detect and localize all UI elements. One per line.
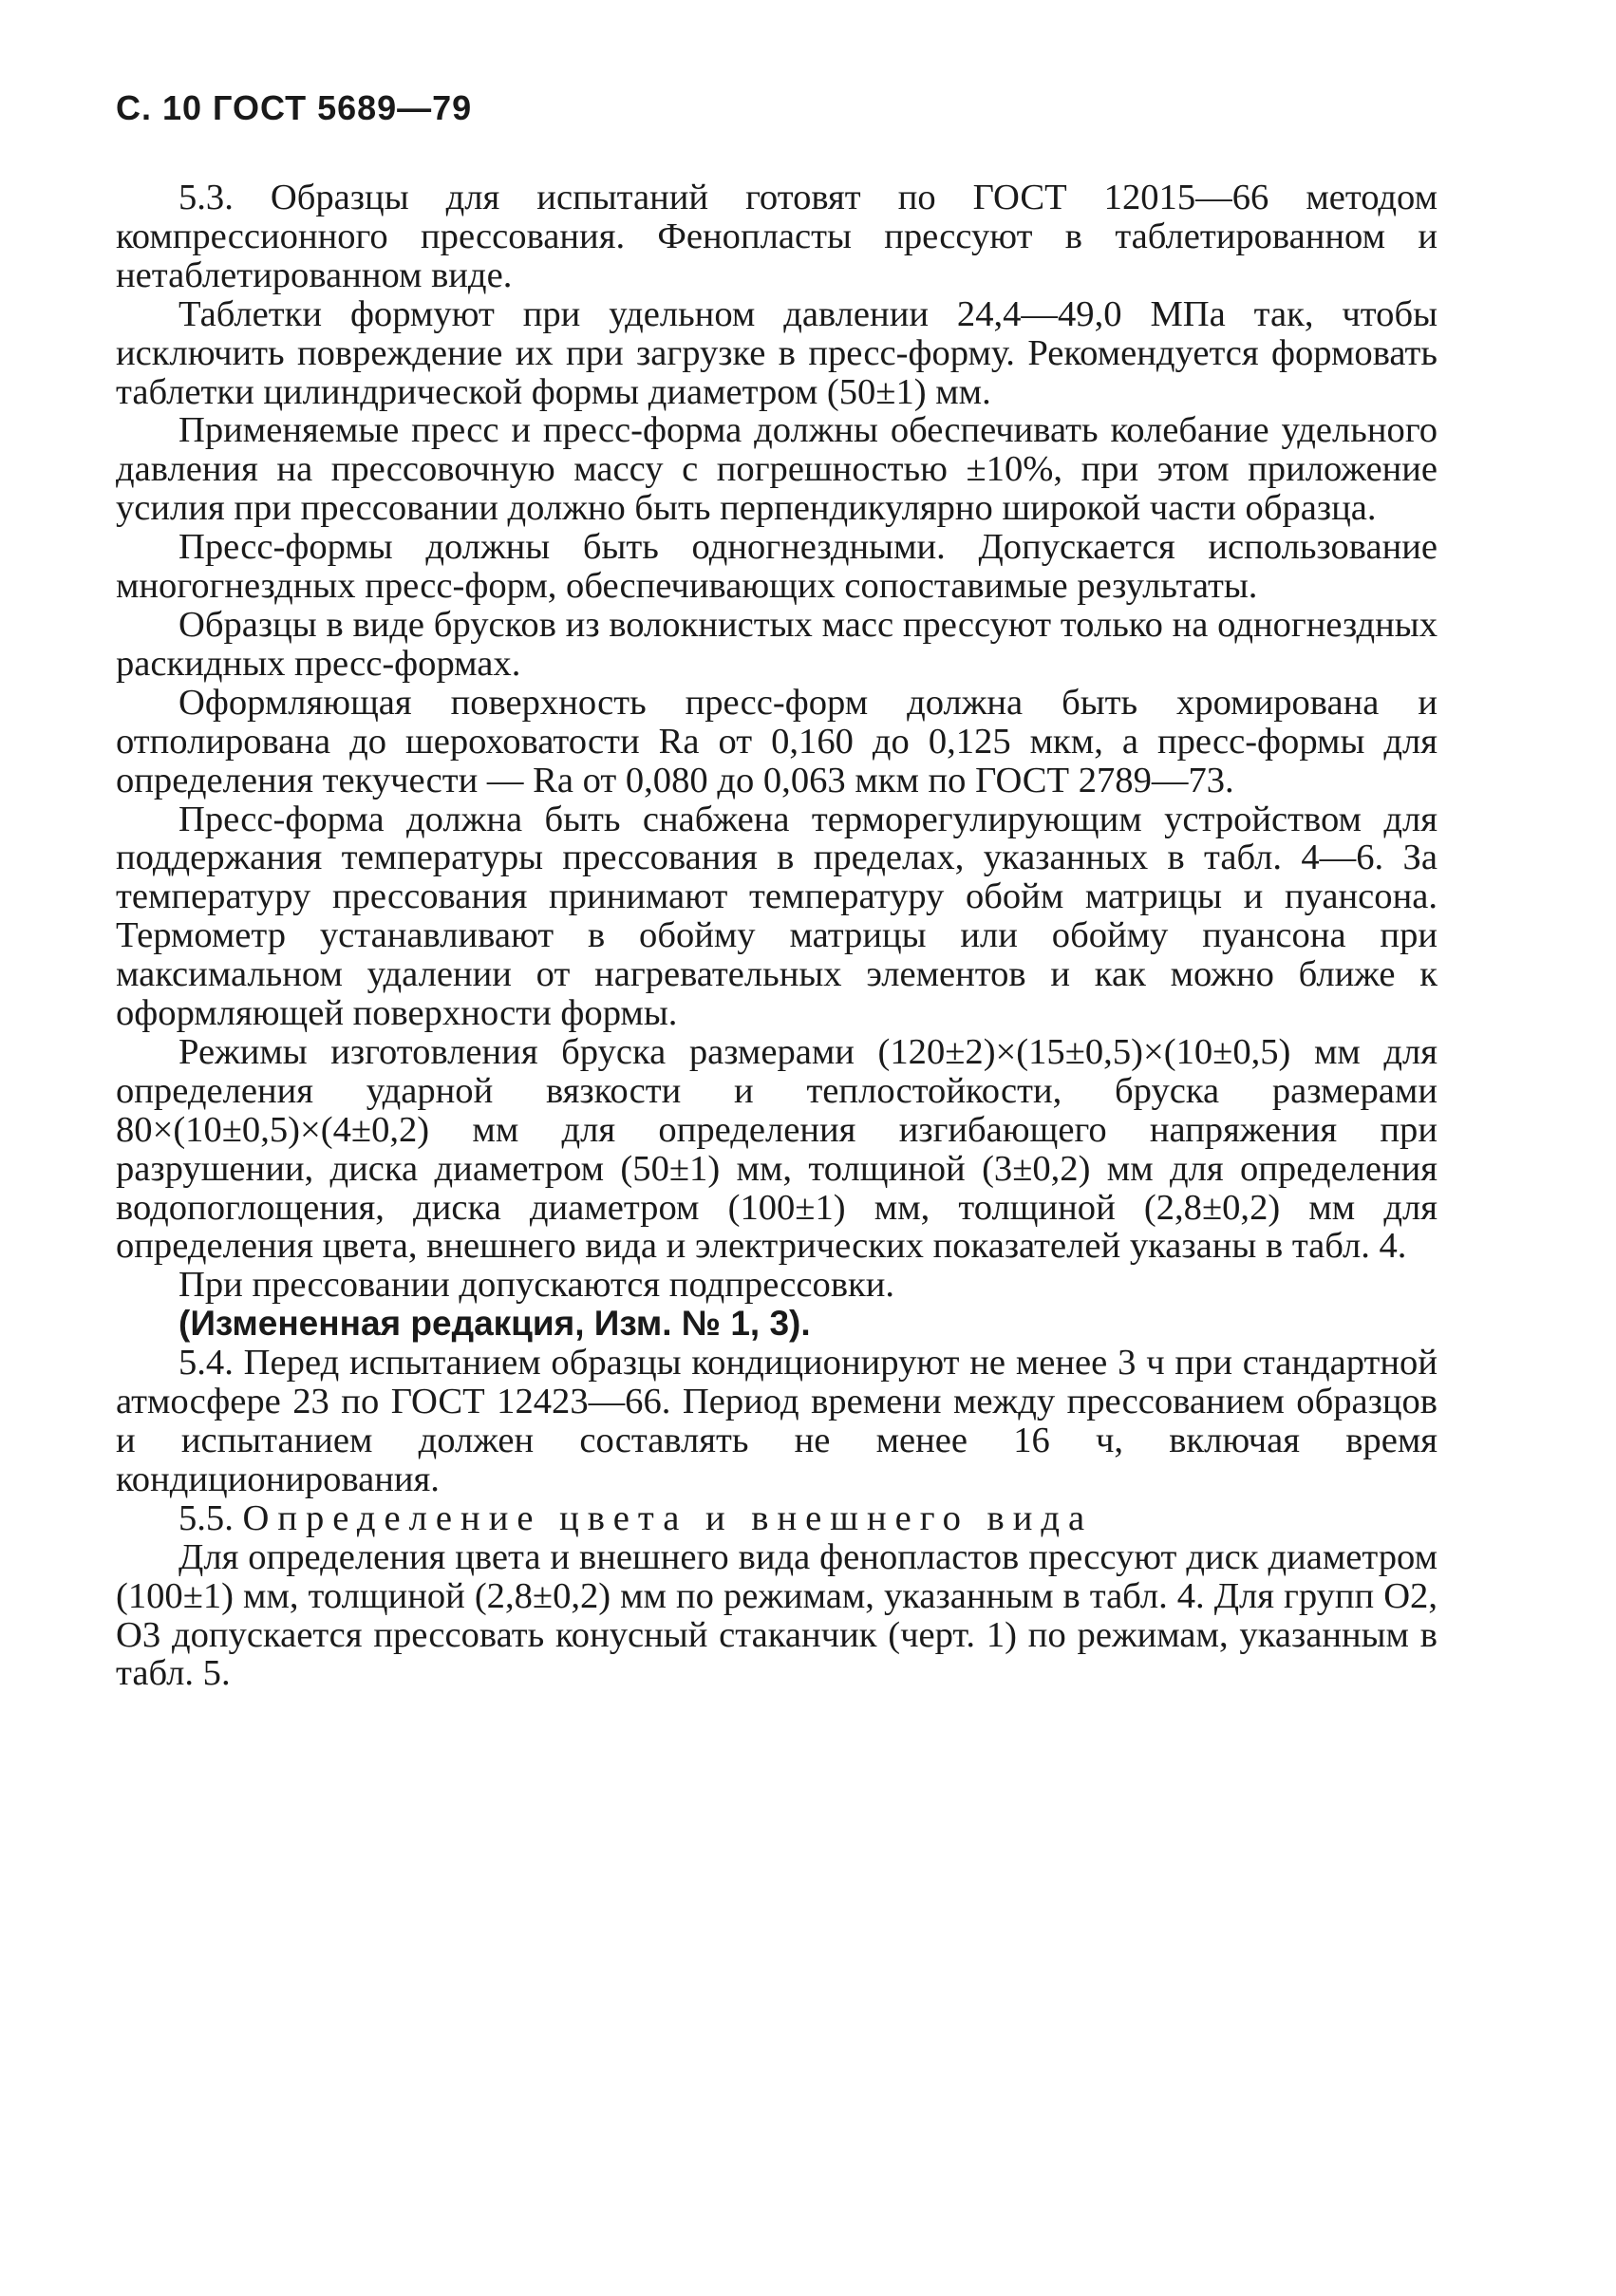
document-body — [116, 179, 1437, 1693]
amendment-note: (Измененная редакция, Изм. № 1, 3). — [179, 1304, 811, 1344]
paragraph-press-requirements: Применяемые пресс и пресс-форма должны обеспечивать колебание удельного давления на прессовочную массу с погрешностью ±10%, при этом приложение усилия при прессовании должно быть перпендикулярно широкой части образца. — [116, 410, 1437, 529]
paragraph-tablets: Таблетки формуют при удельном давлении 24,4—49,0 МПа так, чтобы исключить повреждение их при загрузке в пресс-форму. Рекомендуется формовать таблетки цилиндрической формы диаметром (50±1) мм. — [116, 293, 1437, 412]
section-heading-number: 5.5. — [179, 1497, 243, 1538]
paragraph-5-4: 5.4. Перед испытанием образцы кондиционируют не менее 3 ч при стандартной атмосфере 23 по ГОСТ 12423—66. Период времени между прессованием образцов и испытанием должен составлять не менее 16 ч, включая время кондиционирования. — [116, 1343, 1437, 1499]
section-heading-5-5 — [116, 1499, 1437, 1538]
paragraph-surface-finish: Оформляющая поверхность пресс-форм должна быть хромирована и отполирована до шероховатости Ra от 0,160 до 0,125 мкм, а пресс-формы для определения текучести — Ra от 0,080 до 0,063 мкм по ГОСТ 2789—73. — [116, 682, 1437, 800]
paragraph-5-3: 5.3. Образцы для испытаний готовят по ГОСТ 12015—66 методом компрессионного прессования. Фенопласты прессуют в таблетированном и нетаблетированном виде. — [116, 178, 1437, 295]
page-header: С. 10 ГОСТ 5689—79 — [116, 88, 473, 127]
paragraph-single-cavity: Пресс-формы должны быть одногнездными. Допускается использование многогнездных пресс-форм, обеспечивающих сопоставимые результаты. — [116, 527, 1437, 607]
paragraph-pre-pressing: При прессовании допускаются подпрессовки. — [179, 1265, 895, 1306]
paragraph-color-appearance: Для определения цвета и внешнего вида фенопластов прессуют диск диаметром (100±1) мм, толщиной (2,8±0,2) мм по режимам, указанным в табл. 4. Для групп О2, О3 допускается прессовать конусный стаканчик (черт. 1) по режимам, указанным в табл. 5. — [116, 1536, 1437, 1694]
paragraph-molding-modes: Режимы изготовления бруска размерами (120±2)×(15±0,5)×(10±0,5) мм для определения ударной вязкости и теплостойкости, бруска размерами 80×(10±0,5)×(4±0,2) мм для определения изгибающего напряжения при разрушении, диска диаметром (50±1) мм, толщиной (3±0,2) мм для определения водопоглощения, диска диаметром (100±1) мм, толщиной (2,8±0,2) мм для определения цвета, внешнего вида и электрических показателей указаны в табл. 4. — [116, 1031, 1437, 1267]
paragraph-fibrous-bars: Образцы в виде брусков из волокнистых масс прессуют только на одногнездных раскидных пресс-формах. — [116, 604, 1437, 684]
paragraph-thermoregulation: Пресс-форма должна быть снабжена терморегулирующим устройством для поддержания температуры прессования в пределах, указанных в табл. 4—6. За температуру прессования принимают температуру обойм матрицы и пуансона. Термометр устанавливают в обойму матрицы или обойму пуансона при максимальном удалении от нагревательных элементов и как можно ближе к оформляющей поверхности формы. — [116, 799, 1437, 1034]
section-heading-title: Определение цвета и внешнего вида — [242, 1497, 1094, 1538]
